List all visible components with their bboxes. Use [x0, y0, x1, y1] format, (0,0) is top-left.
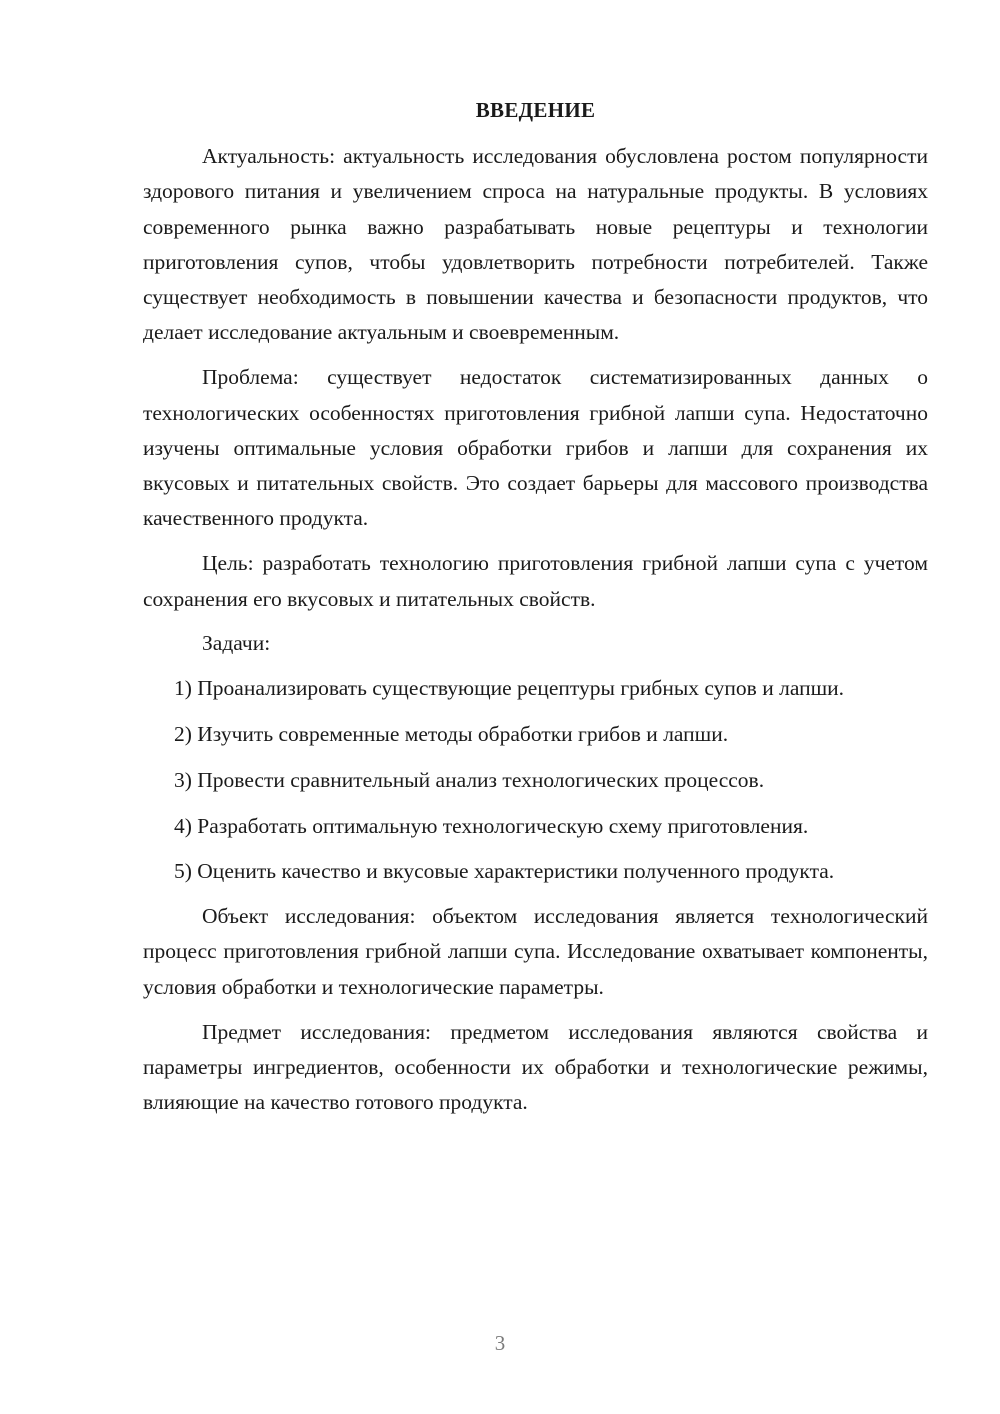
list-item: 3) Провести сравнительный анализ технологических процессов.: [174, 767, 765, 792]
paragraph-goal: Цель: разработать технологию приготовления грибной лапши супа с учетом сохранения его вкусовых и питательных свойств.: [143, 551, 928, 611]
tasks-heading: Задачи:: [202, 631, 271, 656]
document-page: [143, 95, 928, 1120]
list-item: 5) Оценить качество и вкусовые характеристики полученного продукта.: [174, 859, 835, 884]
tasks-list: [143, 671, 928, 889]
paragraph-problem: Проблема: существует недостаток систематизированных данных о технологических особенностях приготовления грибной лапши супа. Недостаточно изучены оптимальные условия обработки грибов и лапши для сохранения их вкусовых и питательных свойств. Это создает барьеры для массового производства качественного продукта.: [143, 365, 928, 531]
section-title: ВВЕДЕНИЕ: [475, 98, 596, 122]
list-item: 2) Изучить современные методы обработки грибов и лапши.: [174, 721, 729, 746]
page-number: 3: [494, 1331, 506, 1355]
paragraph-subject: Предмет исследования: предметом исследования являются свойства и параметры ингредиентов, особенности их обработки и технологические режимы, влияющие на качество готового продукта.: [143, 1019, 928, 1115]
paragraph-relevance: Актуальность: актуальность исследования обусловлена ростом популярности здорового питания и увеличением спроса на натуральные продукты. В условиях современного рынка важно разрабатывать новые рецептуры и технологии приготовления супов, чтобы удовлетворить потребности потребителей. Также существует необходимость в повышении качества и безопасности продуктов, что делает исследование актуальным и своевременным.: [143, 144, 928, 345]
paragraph-object: Объект исследования: объектом исследования является технологический процесс приготовления грибной лапши супа. Исследование охватывает компоненты, условия обработки и технологические параметры.: [143, 904, 928, 999]
list-item: 4) Разработать оптимальную технологическую схему приготовления.: [174, 813, 809, 838]
list-item: 1) Проанализировать существующие рецептуры грибных супов и лапши.: [174, 676, 845, 701]
